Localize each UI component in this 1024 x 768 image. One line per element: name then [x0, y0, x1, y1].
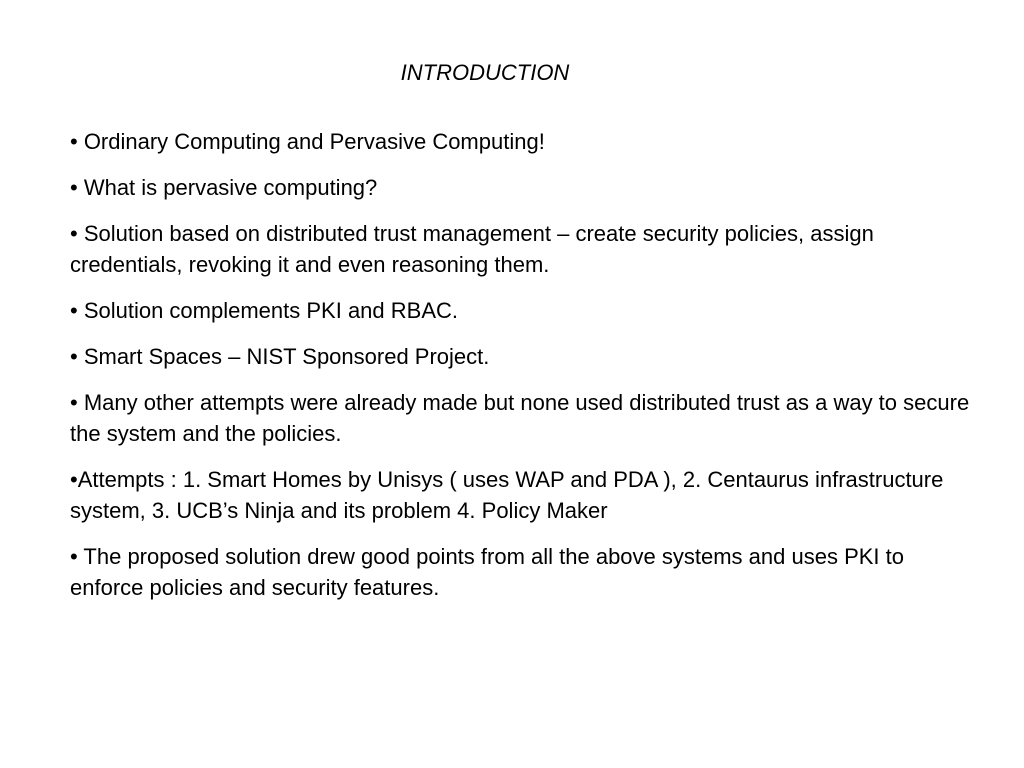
bullet-item: • The proposed solution drew good points from all the above systems and uses PKI to enforce policies and security features.	[70, 544, 904, 600]
bullet-list	[70, 126, 970, 618]
bullet-item: • Ordinary Computing and Pervasive Computing!	[70, 129, 545, 154]
bullet-item: • What is pervasive computing?	[70, 175, 378, 200]
bullet-item: • Solution complements PKI and RBAC.	[70, 298, 458, 323]
bullet-item: •Attempts : 1. Smart Homes by Unisys ( uses WAP and PDA ), 2. Centaurus infrastructure system, 3. UCB’s Ninja and its problem 4. Policy Maker	[70, 467, 944, 523]
bullet-item: • Smart Spaces – NIST Sponsored Project.	[70, 344, 490, 369]
bullet-item: • Many other attempts were already made but none used distributed trust as a way to secure the system and the policies.	[70, 390, 970, 446]
bullet-item: • Solution based on distributed trust management – create security policies, assign credentials, revoking it and even reasoning them.	[70, 221, 874, 277]
slide-title: INTRODUCTION	[400, 60, 570, 85]
